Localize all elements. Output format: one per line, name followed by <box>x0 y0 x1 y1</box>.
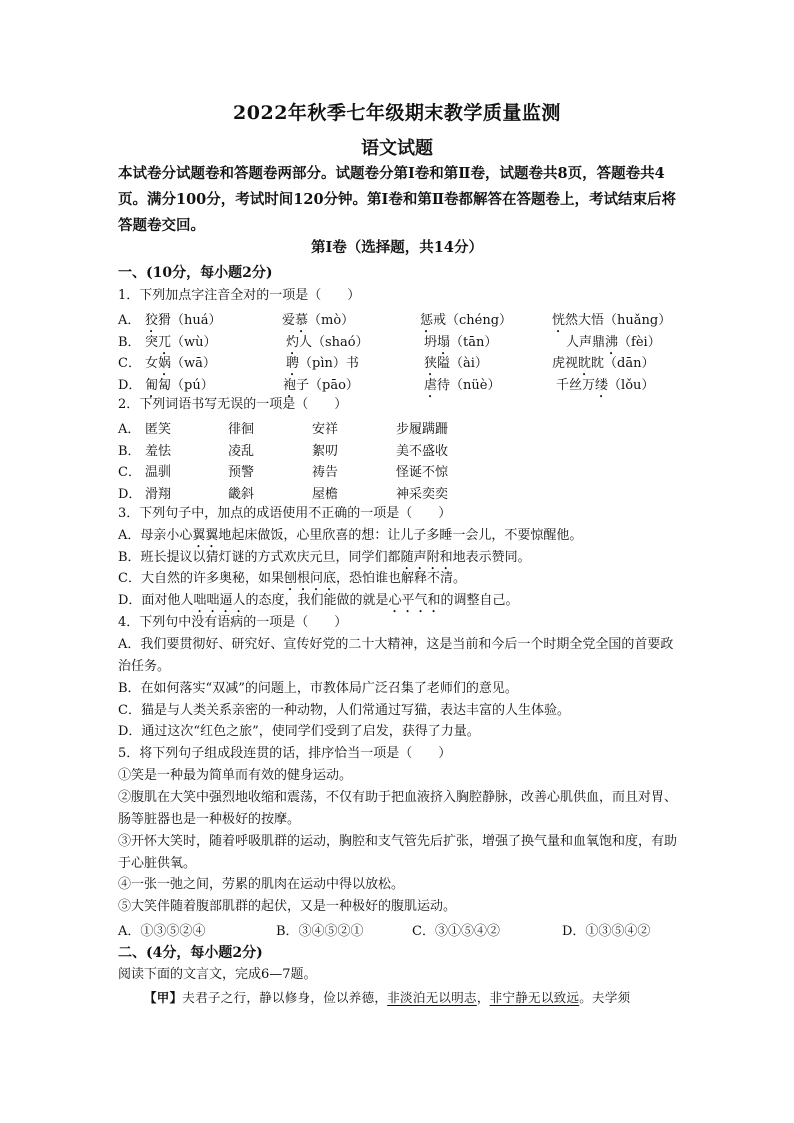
passage-tag: 【甲】 <box>144 990 183 1005</box>
q5-sentence-2: ②腹肌在大笑中强烈地收缩和震荡，不仅有助于把血液挤入胸腔静脉，改善心肌供血，而且对胃、肠等脏器也是一种极好的按摩。 <box>118 790 678 827</box>
q1-stem: 1．下列加点字注音全对的一项是（ ） <box>118 288 361 303</box>
q4-option-d: D．通过这次“红色之旅”，使同学们受到了启发，获得了力量。 <box>118 724 480 739</box>
exam-instructions: 本试卷分试题卷和答题卷两部分。试题卷分第Ⅰ卷和第Ⅱ卷，试题卷共8页，答题卷共4页。满分100分，考试时间120分钟。第Ⅰ卷和第Ⅱ卷都解答在答题卷上，考试结束后将答题卷交回。 <box>118 165 677 234</box>
part-one-heading: 一、(10分，每小题2分) <box>118 265 273 281</box>
underlined-sentence-1: 非淡泊无以明志 <box>387 990 477 1005</box>
q5-option-a: A．①③⑤②④ <box>118 924 206 939</box>
exam-page: 2022年秋季七年级期末教学质量监测 语文试题 本试卷分试题卷和答题卷两部分。试题卷分第Ⅰ卷和第Ⅱ卷，试题卷共8页，答题卷共4页。满分100分，考试时间120分钟。第Ⅰ卷和第Ⅱ卷都解答在答题卷上，考试结束后将答题卷交回。 第Ⅰ卷（选择题，共14分） 一、(10分，每小题2分) 1．下列加点字注音全对的一项是（ ） A． 狡猾（huá） 爱慕（mò） 惩戒（chéng） 恍然大悟（huǎng） B． 突兀（wù） 灼人（shaó） 坍塌（tān） 人声鼎沸（fèi） C． 女娲（wā） 聘（pìn）书 狭隘（ài） 虎视眈眈（dān） D． 匍匐（pú） 袍子（pāo） 虐待（nüè） 千丝万缕（lǒu） 2．下列词语书写无误的一项是（ ） A． 匿笑 徘徊 安祥 步履蹒跚 B． 羞怯 凌乱 絮叨 美不盛收 C． 温驯 预警 祷告 怪诞不惊 D． 滑翔 畿斜 屋檐 神采奕奕 3．下列句子中，加点的成语使用不正确的一项是（ ） A．母亲小心翼翼地起床做饭，心里欣喜的想：让儿子多睡一会儿，不要惊醒他。 B．班长提议以猜灯谜的方式欢庆元旦，同学们都随声附和地表示赞同。 C．大自然的许多奥秘，如果刨根问底，恐怕谁也解释不清。 D．面对他人咄咄逼人的态度，我们能做的就是心平气和的调整自己。 4．下列句中没有语病的一项是（ ） A．我们要贯彻好、研究好、宣传好党的二十大精神，这是当前和今后一个时期全党全国的首要政治任务。 B．在如何落实“双减”的问题上，市教体局广泛召集了老师们的意见。 C．猫是与人类关系亲密的一种动物，人们常通过写猫，表达丰富的人生体验。 D．通过这次“红色之旅”，使同学们受到了启发，获得了力量。 5．将下列句子组成段连贯的话，排序恰当一项是（ ） ①笑是一种最为简单而有效的健身运动。 ②腹肌在大笑中强烈地收缩和震荡，不仅有助于把血液挤入胸腔静脉，改善心肌供血，而且对胃、肠等脏器也是一种极好的按摩。 ③开怀大笑时，随着呼吸肌群的运动，胸腔和支气管先后扩张，增强了换气量和血氧饱和度，有助于心脏供氧。 ④一张一弛之间，劳累的肌肉在运动中得以放松。 ⑤大笑伴随着腹部肌群的起伏，又是一种极好的腹肌运动。 A．①③⑤②④ B．③④⑤②① C．③①⑤④② D．①③⑤④② 二、(4分，每小题2分) 阅读下面的文言文，完成6—7题。 【甲】夫君子之行，静以修身，俭以养德，非淡泊无以明志，非宁静无以致远。夫学须 <box>0 0 794 1123</box>
q4-stem: 4．下列句中没有语病的一项是（ ） <box>118 615 348 630</box>
q3-stem: 3．下列句子中，加点的成语使用不正确的一项是（ ） <box>118 506 452 521</box>
q3-option-b: B．班长提议以猜灯谜的方式欢庆元旦，同学们都随声附和地表示赞同。 <box>118 550 531 565</box>
q3-option-d: D．面对他人咄咄逼人的态度，我们能做的就是心平气和的调整自己。 <box>118 593 519 608</box>
q5-sentence-1: ①笑是一种最为简单而有效的健身运动。 <box>118 768 353 783</box>
part-two-heading: 二、(4分，每小题2分) <box>118 945 263 961</box>
q4-option-a: A．我们要贯彻好、研究好、宣传好党的二十大精神，这是当前和今后一个时期全党全国的首要政治任务。 <box>118 637 674 674</box>
q5-sentence-5: ⑤大笑伴随着腹部肌群的起伏，又是一种极好的腹肌运动。 <box>118 899 457 914</box>
reading-instructions: 阅读下面的文言文，完成6—7题。 <box>118 967 317 982</box>
q5-sentence-4: ④一张一弛之间，劳累的肌肉在运动中得以放松。 <box>118 877 405 892</box>
q4-option-b: B．在如何落实“双减”的问题上，市教体局广泛召集了老师们的意见。 <box>118 681 518 696</box>
classical-passage: 【甲】夫君子之行，静以修身，俭以养德，非淡泊无以明志，非宁静无以致远。夫学须 <box>144 990 631 1005</box>
q2-stem: 2．下列词语书写无误的一项是（ ） <box>118 397 348 412</box>
section-one-title: 第Ⅰ卷（选择题，共14分） <box>311 239 483 256</box>
q5-sentence-3: ③开怀大笑时，随着呼吸肌群的运动，胸腔和支气管先后扩张，增强了换气量和血氧饱和度，有助于心脏供氧。 <box>118 834 678 871</box>
underlined-sentence-2: 非宁静无以致远 <box>489 990 580 1005</box>
q5-stem: 5．将下列句子组成段连贯的话，排序恰当一项是（ ） <box>118 746 452 761</box>
q5-option-b: B．③④⑤②① <box>276 924 364 939</box>
exam-subtitle: 语文试题 <box>361 138 433 159</box>
exam-title: 2022年秋季七年级期末教学质量监测 <box>233 102 561 124</box>
q3-option-a: A．母亲小心翼翼地起床做饭，心里欣喜的想：让儿子多睡一会儿，不要惊醒他。 <box>118 528 583 543</box>
q3-option-c: C．大自然的许多奥秘，如果刨根问底，恐怕谁也解释不清。 <box>118 571 466 586</box>
q5-option-d: D．①③⑤④② <box>562 924 651 939</box>
q5-option-c: C．③①⑤④② <box>412 924 500 939</box>
q4-option-c: C．猫是与人类关系亲密的一种动物，人们常通过写猫，表达丰富的人生体验。 <box>118 703 570 718</box>
